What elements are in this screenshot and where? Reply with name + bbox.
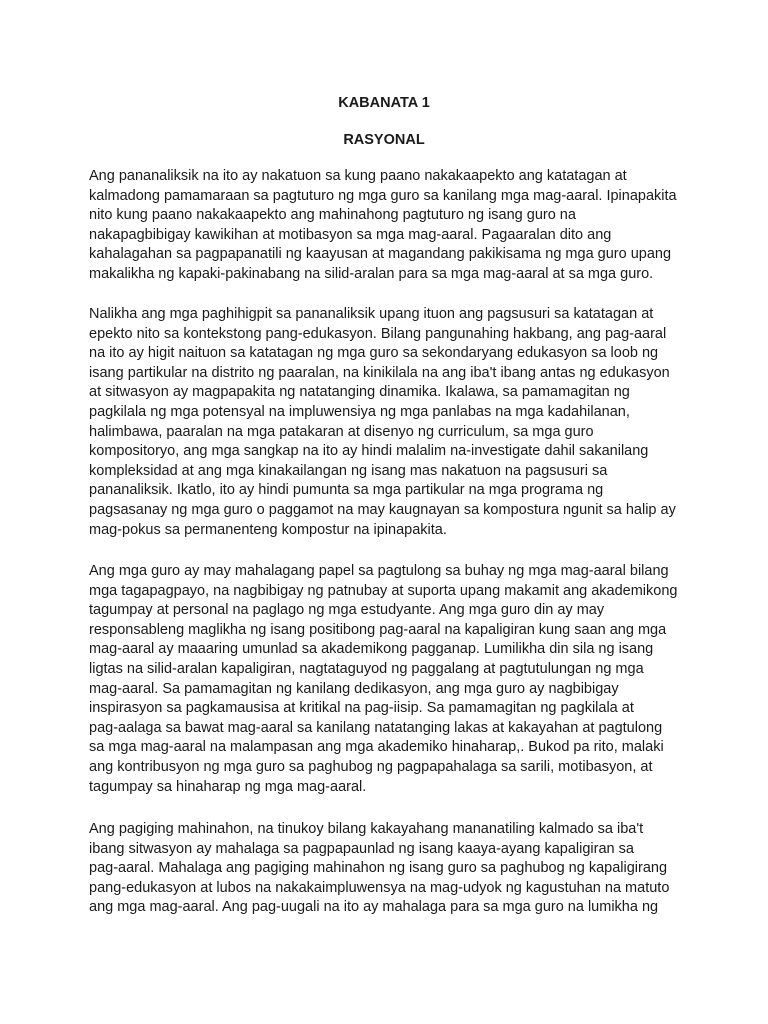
text-line: Ang mga guro ay may mahalagang papel sa pagtulong sa buhay ng mga mag-aaral bilang [89,563,669,579]
text-line: mag-aaral ay maaaring umunlad sa akademikong pagganap. Lumilikha din sila ng isang [89,641,654,658]
text-line: responsableng maglikha ng isang positibong pag-aaral na kapaligiran kung saan ang mga [89,621,667,638]
text-line: Nalikha ang mga paghihigpit sa pananaliksik upang ituon ang pagsusuri sa katatagan at [89,306,654,322]
paragraph-rationale-2 [89,305,689,540]
text-line: pag-aalaga sa bawat mag-aaral sa kanilang natatanging lakas at kakayahan at pagtulong [89,719,663,736]
text-line: mag-aaral. Sa pamamagitan ng kanilang dedikasyon, ang mga guro ay nagbibigay [89,680,619,697]
text-line: at sitwasyon ay magpapakita ng natatanging dinamika. Ikalawa, sa pamamagitan ng [89,384,630,401]
text-line: pag-aaral. Mahalaga ang pagiging mahinahon ng isang guro sa paghubog ng kapaligirang [89,860,668,877]
chapter-title: KABANATA 1 [338,95,430,111]
text-line: isang partikular na distrito ng paaralan, na kinikilala na ang iba't ibang antas ng edukasyon [89,364,670,381]
text-line: mag-pokus sa permanenteng kompostur na ipinapakita. [89,521,447,538]
text-line: kompleksidad at ang mga kinakailangan ng isang mas nakatuon na pagsusuri sa [89,462,608,479]
text-line: sa mga mag-aaral na malampasan ang mga akademiko hinaharap,. Bukod pa rito, malaki [89,739,664,756]
text-line: ang kontribusyon ng mga guro sa paghubog ng pagpapahalaga sa sarili, motibasyon, at [89,758,653,775]
text-line: kompositoryo, ang mga sangkap na ito ay hindi malalim na-investigate dahil sakanilang [89,443,649,460]
text-line: pananaliksik. Ikatlo, ito ay hindi pumunta sa mga partikular na mga programa ng [89,482,604,499]
text-line: epekto nito sa kontekstong pang-edukasyon. Bilang pangunahing hakbang, ang pag-aaral [89,325,667,342]
text-line: ang mga mag-aaral. Ang pag-uugali na ito ay mahalaga para sa mga guro na lumikha ng [89,899,659,916]
text-line: mga tagapagpayo, na nagbibigay ng patnubay at suporta upang makamit ang akademikong [89,582,678,599]
text-line: kalmadong pamamaraan sa pagtuturo ng mga guro sa kanilang mga mag-aaral. Ipinapakita [89,187,677,204]
text-line: tagumpay sa hinaharap ng mga mag-aaral. [89,778,367,795]
paragraph-rationale-4 [89,820,689,918]
text-line: pang-edukasyon at lubos na nakakaimpluwensya na mag-udyok ng kagustuhan na matuto [89,879,670,896]
text-line: Ang pagiging mahinahon, na tinukoy bilang kakayahang mananatiling kalmado sa iba't [89,821,644,837]
paragraph-rationale-3 [89,562,689,797]
text-line: ligtas na silid-aralan kapaligiran, nagtataguyod ng paggalang at pagtutulungan ng mga [89,660,644,677]
text-line: ibang sitwasyon ay mahalaga sa pagpapaunlad ng isang kaaya-ayang kapaligiran sa [89,840,634,857]
text-line: kahalagahan sa pagpapanatili ng kaayusan at magandang pakikisama ng mga guro upang [89,246,672,263]
text-line: Ang pananaliksik na ito ay nakatuon sa kung paano nakakaapekto ang katatagan at [89,168,627,184]
text-line: nito kung paano nakakaapekto ang mahinahong pagtuturo ng isang guro na [89,207,576,224]
text-line: pagsasanay ng mga guro o paggamot na may kaugnayan sa kompostura ngunit sa halip ay [89,501,676,518]
text-line: makalikha ng kapaki-pakinabang na silid-aralan para sa mga mag-aaral at sa mga guro. [89,265,654,282]
text-line: halimbawa, paaralan na mga patakaran at disenyo ng curriculum, sa mga guro [89,423,594,440]
section-heading: RASYONAL [343,132,425,148]
text-line: tagumpay at personal na paglago ng mga estudyante. Ang mga guro din ay may [89,602,605,619]
text-line: inspirasyon sa pagkamausisa at kritikal na pag-iisip. Sa pamamagitan ng pagkilala at [89,700,634,717]
text-line: pagkilala ng mga potensyal na impluwensiya ng mga panlabas na mga kadahilanan, [89,403,630,420]
text-line: nakapagbibigay kawikihan at motibasyon sa mga mag-aaral. Pagaaralan dito ang [89,226,612,243]
text-line: na ito ay higit naituon sa katatagan ng mga guro sa sekondaryang edukasyon sa loob ng [89,345,659,362]
paragraph-rationale-1 [89,167,689,285]
